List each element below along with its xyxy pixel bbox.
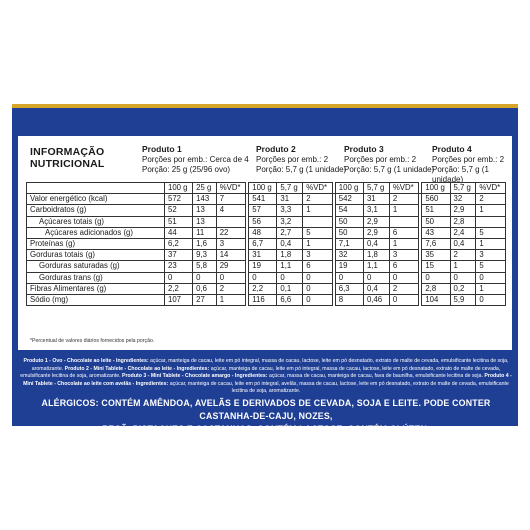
value-cell: 6 — [389, 261, 419, 272]
ingredient-list: açúcar, manteiga de cacau, leite em pó integral, massa de cacau, lactose, leite em pó desnatado, extrato de malte de cevada, emulsificante lecitina de soja, aromatizante. — [20, 365, 501, 379]
value-cell: 2,9 — [450, 205, 476, 216]
value-cell — [216, 216, 246, 227]
table-row — [27, 272, 506, 283]
column-header: 5,7 g — [277, 183, 303, 194]
column-header: 5,7 g — [450, 183, 476, 194]
value-cell: 50 — [335, 227, 363, 238]
value-cell: 9,3 — [193, 250, 217, 261]
value-cell — [389, 216, 419, 227]
package-panel — [12, 104, 518, 434]
value-cell: 2,8 — [450, 216, 476, 227]
column-header: %VD* — [303, 183, 333, 194]
value-cell: 27 — [193, 294, 217, 305]
product-2-header — [256, 144, 346, 175]
value-cell: 0,1 — [277, 283, 303, 294]
table-header-row — [27, 183, 506, 194]
value-cell: 0,6 — [193, 283, 217, 294]
table-row — [27, 205, 506, 216]
column-header: %VD* — [476, 183, 506, 194]
value-cell: 104 — [422, 294, 450, 305]
value-cell: 3 — [389, 250, 419, 261]
value-cell: 1 — [216, 294, 246, 305]
value-cell: 1 — [476, 238, 506, 249]
value-cell: 2 — [450, 250, 476, 261]
value-cell: 0 — [450, 272, 476, 283]
row-label: Valor energético (kcal) — [27, 194, 165, 205]
table-row — [27, 250, 506, 261]
value-cell: 107 — [165, 294, 193, 305]
product-portion: Porção: 5,7 g (1 unidade) — [432, 165, 489, 184]
value-cell: 2,7 — [277, 227, 303, 238]
ingredient-list: açúcar, manteiga de cacau, leite em pó integral, massa de cacau, lactose, leite em pó desnatado, extrato de malte de cevada, emulsificante lecitina de soja, aromatizante. — [31, 358, 509, 372]
value-cell: 2 — [216, 283, 246, 294]
column-header: 100 g — [422, 183, 450, 194]
product-3-header — [344, 144, 434, 175]
value-cell: 0 — [216, 272, 246, 283]
value-cell: 0 — [363, 272, 389, 283]
value-cell: 1,1 — [363, 261, 389, 272]
table-row — [27, 294, 506, 305]
value-cell: 51 — [165, 216, 193, 227]
value-cell: 143 — [193, 194, 217, 205]
column-header: 5,7 g — [363, 183, 389, 194]
value-cell: 50 — [422, 216, 450, 227]
value-cell: 116 — [249, 294, 277, 305]
table-row — [27, 283, 506, 294]
column-header: 25 g — [193, 183, 217, 194]
ingredient-product-heading: Produto 3 - Mini Tablete - Chocolate amargo - Ingredientes: — [122, 373, 268, 379]
row-label: Proteínas (g) — [27, 238, 165, 249]
product-servings: Porções por emb.: Cerca de 4 — [142, 155, 249, 164]
product-1-header — [142, 144, 249, 175]
value-cell: 0 — [193, 272, 217, 283]
value-cell: 0,4 — [277, 238, 303, 249]
value-cell: 1 — [476, 205, 506, 216]
value-cell: 3 — [216, 238, 246, 249]
value-cell: 48 — [249, 227, 277, 238]
value-cell: 0 — [335, 272, 363, 283]
value-cell: 1 — [389, 238, 419, 249]
value-cell: 1,8 — [277, 250, 303, 261]
value-cell: 15 — [422, 261, 450, 272]
value-cell: 0,4 — [363, 283, 389, 294]
row-label: Carboidratos (g) — [27, 205, 165, 216]
value-cell: 572 — [165, 194, 193, 205]
value-cell: 51 — [422, 205, 450, 216]
column-header: %VD* — [216, 183, 246, 194]
value-cell: 7,6 — [422, 238, 450, 249]
value-cell: 7 — [216, 194, 246, 205]
ingredient-product-heading: Produto 4 - Mini Tablete - Chocolate ao leite com avelãs - Ingredientes: — [23, 373, 512, 387]
value-cell: 2 — [389, 283, 419, 294]
row-label: Açúcares adicionados (g) — [27, 227, 165, 238]
row-label: Gorduras trans (g) — [27, 272, 165, 283]
value-cell: 3 — [476, 250, 506, 261]
nutrition-table-card — [18, 136, 512, 350]
product-name: Produto 1 — [142, 144, 182, 154]
ingredient-product-heading: Produto 2 - Mini Tablete - Chocolate ao leite - Ingredientes: — [64, 365, 210, 372]
value-cell: 2,9 — [363, 216, 389, 227]
nutrition-table — [26, 182, 506, 306]
row-label: Açúcares totais (g) — [27, 216, 165, 227]
value-cell: 1 — [303, 205, 333, 216]
value-cell: 560 — [422, 194, 450, 205]
value-cell: 1 — [389, 205, 419, 216]
value-cell: 6,7 — [249, 238, 277, 249]
value-cell: 6 — [389, 227, 419, 238]
product-portion: Porção: 5,7 g (1 unidade) — [256, 165, 347, 174]
allergens-line-1: ALÉRGICOS: CONTÉM AMÊNDOA, AVELÃS E DERIVADOS DE CEVADA, SOJA E LEITE. PODE CONTER CASTANHA-DE-CAJU, NOZES, — [41, 398, 491, 421]
product-name: Produto 2 — [256, 144, 296, 154]
value-cell: 8 — [335, 294, 363, 305]
table-row — [27, 238, 506, 249]
value-cell: 23 — [165, 261, 193, 272]
value-cell — [303, 216, 333, 227]
value-cell: 1,8 — [363, 250, 389, 261]
value-cell: 57 — [249, 205, 277, 216]
value-cell: 5 — [303, 227, 333, 238]
value-cell: 1 — [450, 261, 476, 272]
value-cell: 2 — [303, 194, 333, 205]
value-cell: 542 — [335, 194, 363, 205]
value-cell: 13 — [193, 205, 217, 216]
ingredients-block — [20, 358, 512, 396]
value-cell: 37 — [165, 250, 193, 261]
value-cell: 14 — [216, 250, 246, 261]
value-cell: 13 — [193, 216, 217, 227]
value-cell: 541 — [249, 194, 277, 205]
value-cell: 0,46 — [363, 294, 389, 305]
value-cell: 1 — [476, 283, 506, 294]
value-cell: 5,8 — [193, 261, 217, 272]
product-servings: Porções por emb.: 2 — [256, 155, 329, 164]
product-portion: Porção: 5,7 g (1 unidade) — [344, 165, 435, 174]
column-header: %VD* — [389, 183, 419, 194]
value-cell: 4 — [216, 205, 246, 216]
value-cell: 2,4 — [450, 227, 476, 238]
value-cell: 50 — [335, 216, 363, 227]
value-cell: 1,6 — [193, 238, 217, 249]
value-cell: 0 — [476, 272, 506, 283]
value-cell: 32 — [450, 194, 476, 205]
value-cell: 2,8 — [422, 283, 450, 294]
allergens-block — [20, 397, 512, 436]
product-4-header — [432, 144, 512, 185]
value-cell: 31 — [363, 194, 389, 205]
column-header: 100 g — [335, 183, 363, 194]
value-cell: 3 — [303, 250, 333, 261]
column-header: 100 g — [249, 183, 277, 194]
value-cell: 6 — [303, 261, 333, 272]
value-cell: 11 — [193, 227, 217, 238]
column-header: 100 g — [165, 183, 193, 194]
value-cell: 5,9 — [450, 294, 476, 305]
nutrition-title — [30, 146, 140, 170]
value-cell: 0 — [303, 272, 333, 283]
value-cell: 19 — [335, 261, 363, 272]
value-cell: 2,2 — [165, 283, 193, 294]
value-cell: 19 — [249, 261, 277, 272]
value-cell: 6,2 — [165, 238, 193, 249]
value-cell: 3,1 — [363, 205, 389, 216]
value-cell: 2,9 — [363, 227, 389, 238]
product-name: Produto 3 — [344, 144, 384, 154]
product-portion: Porção: 25 g (25/96 ovo) — [142, 165, 231, 174]
product-servings: Porções por emb.: 2 — [344, 155, 417, 164]
value-cell: 52 — [165, 205, 193, 216]
value-cell: 0 — [422, 272, 450, 283]
table-row — [27, 216, 506, 227]
value-cell — [476, 216, 506, 227]
product-servings: Porções por emb.: 2 — [432, 155, 505, 164]
value-cell: 0 — [303, 283, 333, 294]
value-cell: 1,1 — [277, 261, 303, 272]
row-label: Gorduras totais (g) — [27, 250, 165, 261]
row-label: Sódio (mg) — [27, 294, 165, 305]
value-cell: 0 — [303, 294, 333, 305]
value-cell: 2,2 — [249, 283, 277, 294]
ingredient-list: açúcar, manteiga de cacau, leite em pó integral, avelãs, massa de cacau, lactose, leite em pó desnatado, extrato de malte de cevada, emulsificante lecitina de soja, aromatizante. — [168, 380, 509, 394]
row-label: Fibras Alimentares (g) — [27, 283, 165, 294]
value-cell: 43 — [422, 227, 450, 238]
table-row — [27, 194, 506, 205]
product-name: Produto 4 — [432, 144, 472, 154]
value-cell: 0,4 — [363, 238, 389, 249]
header-spacer — [27, 183, 165, 194]
value-cell: 2 — [476, 194, 506, 205]
value-cell: 5 — [476, 227, 506, 238]
value-cell: 29 — [216, 261, 246, 272]
value-cell: 31 — [277, 194, 303, 205]
value-cell: 35 — [422, 250, 450, 261]
row-label: Gorduras saturadas (g) — [27, 261, 165, 272]
title-line-2: NUTRICIONAL — [30, 158, 105, 170]
table-row — [27, 261, 506, 272]
value-cell: 0 — [277, 272, 303, 283]
value-cell: 0 — [389, 294, 419, 305]
value-cell: 2 — [389, 194, 419, 205]
value-cell: 1 — [303, 238, 333, 249]
title-line-1: INFORMAÇÃO — [30, 146, 105, 158]
value-cell: 3,2 — [277, 216, 303, 227]
value-cell: 31 — [249, 250, 277, 261]
value-cell: 0,2 — [450, 283, 476, 294]
allergens-line-2: PECÃ, PISTACHES E CASTANHAS. CONTÉM LACTOSE. CONTÉM GLÚTEN. — [102, 424, 430, 434]
value-cell: 54 — [335, 205, 363, 216]
value-cell: 0 — [165, 272, 193, 283]
value-cell: 32 — [335, 250, 363, 261]
footnote: *Percentual de valores diários fornecidos pela porção. — [30, 338, 155, 344]
value-cell: 0 — [249, 272, 277, 283]
table-row — [27, 227, 506, 238]
ingredient-list: açúcar, massa de cacau, manteiga de cacau, fava de baunilha, emulsificante lecitina de soja. — [267, 373, 483, 379]
value-cell: 56 — [249, 216, 277, 227]
value-cell: 44 — [165, 227, 193, 238]
value-cell: 6,6 — [277, 294, 303, 305]
value-cell: 0 — [389, 272, 419, 283]
value-cell: 0,4 — [450, 238, 476, 249]
value-cell: 5 — [476, 261, 506, 272]
value-cell: 7,1 — [335, 238, 363, 249]
value-cell: 3,3 — [277, 205, 303, 216]
ingredient-product-heading: Produto 1 - Ovo - Chocolate ao leite - Ingredientes: — [23, 358, 149, 364]
value-cell: 0 — [476, 294, 506, 305]
value-cell: 6,3 — [335, 283, 363, 294]
value-cell: 22 — [216, 227, 246, 238]
